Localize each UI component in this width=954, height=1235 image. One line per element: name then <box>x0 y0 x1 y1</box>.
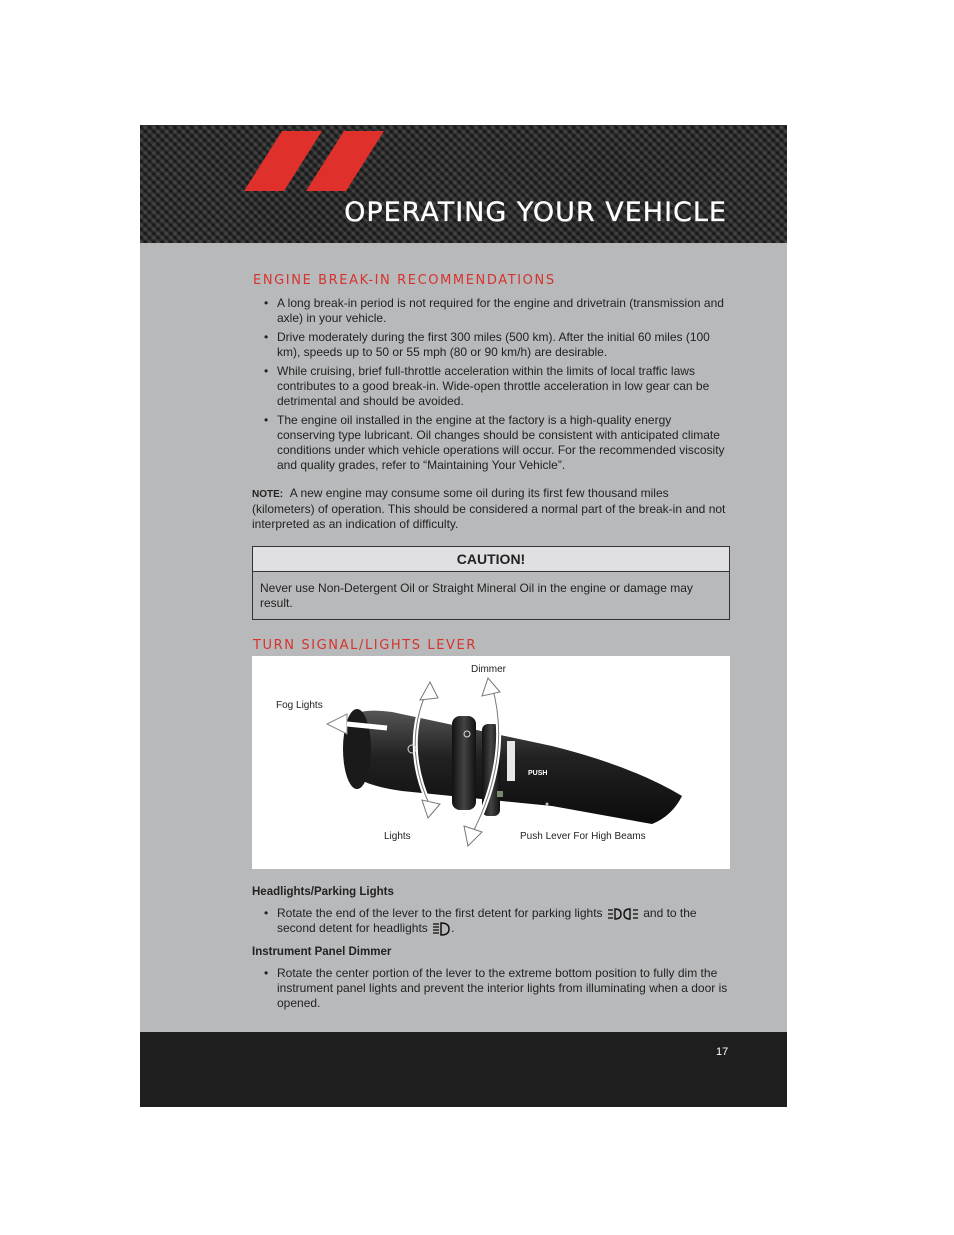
list-item: • Rotate the center portion of the lever to the extreme bottom position to fully dim the instrument panel lights and prevent the interior lights from illuminating when a door is opened. <box>252 966 732 1011</box>
list-item: • While cruising, brief full-throttle acceleration within the limits of local traffic laws contributes to a good break-in. Wide-open throttle acceleration in low gear can be detrimental and should be avoided. <box>252 364 732 409</box>
dimmer-bullet-list <box>252 966 732 1011</box>
caution-text: Never use Non-Detergent Oil or Straight Mineral Oil in the engine or damage may result. <box>260 581 693 610</box>
label-lights: Lights <box>384 831 411 842</box>
section-heading-engine-break-in: ENGINE BREAK-IN RECOMMENDATIONS <box>253 273 556 288</box>
manual-page <box>140 125 787 1107</box>
list-item: • The engine oil installed in the engine at the factory is a high-quality energy conserving type lubricant. Oil changes should be consistent with anticipated climate conditions under which vehicle operations will occur. For the recommended viscosity and quality grades, refer to “Maintaining Your Vehicle”. <box>252 413 732 473</box>
headlight-icon <box>431 922 451 936</box>
caution-box <box>252 546 730 620</box>
label-fog-lights: Fog Lights <box>276 700 323 711</box>
note-label: NOTE: <box>252 489 284 500</box>
subheading-dimmer: Instrument Panel Dimmer <box>252 946 392 958</box>
page-title: OPERATING YOUR VEHICLE <box>344 197 727 228</box>
section-heading-turn-signal: TURN SIGNAL/LIGHTS LEVER <box>253 638 477 653</box>
note-paragraph <box>252 486 732 532</box>
label-push-lever: Push Lever For High Beams <box>520 831 646 842</box>
page-header <box>140 125 787 243</box>
subheading-headlights: Headlights/Parking Lights <box>252 886 394 898</box>
headlights-text-c: . <box>451 921 455 935</box>
page-number: 17 <box>716 1046 729 1058</box>
parking-lights-icon <box>606 907 640 921</box>
list-item <box>252 906 732 936</box>
headlights-text-b: and to the second detent for headlights <box>277 906 697 935</box>
content-lower <box>252 885 732 1015</box>
list-item: • A long break-in period is not required for the engine and drivetrain (transmission and axle) in your vehicle. <box>252 296 732 326</box>
push-marking: PUSH <box>528 770 548 777</box>
page-footer <box>140 1032 787 1107</box>
headlights-text-a: Rotate the end of the lever to the first detent for parking lights <box>277 906 603 920</box>
brand-stripes-logo <box>244 131 384 191</box>
list-item: • Drive moderately during the first 300 miles (500 km). After the initial 60 miles (100 km), speeds up to 50 or 55 mph (80 or 90 km/h) are desirable. <box>252 330 732 360</box>
label-dimmer: Dimmer <box>471 664 506 675</box>
headlights-bullet-list <box>252 906 732 936</box>
lights-lever-figure <box>252 656 730 869</box>
lever-illustration <box>252 656 730 869</box>
note-text: A new engine may consume some oil during its first few thousand miles (kilometers) of operation. This should be considered a normal part of the break-in and not interpreted as an indication of difficulty. <box>252 486 726 531</box>
break-in-bullet-list <box>252 296 732 473</box>
content-upper <box>252 273 732 661</box>
caution-title: CAUTION! <box>253 547 729 572</box>
